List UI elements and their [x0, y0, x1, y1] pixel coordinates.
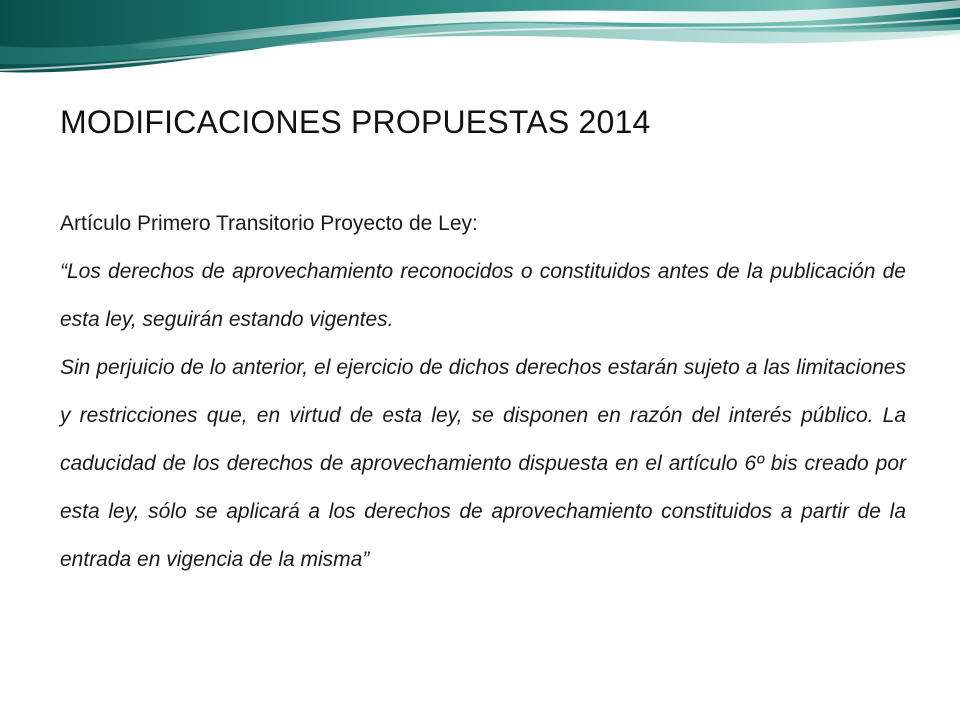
quote-paragraph-2: Sin perjuicio de lo anterior, el ejercicio de dichos derechos estarán sujeto a las limitaciones y restricciones que, en virtud de esta ley, se disponen en razón del interés público. La caducidad de los derechos de aprovechamiento dispuesta en el artículo 6º bis creado por esta ley, sólo se aplicará a los derechos de aprovechamiento constituidos a partir de la entrada en vigencia de la misma” [60, 356, 906, 571]
slide-body [60, 200, 906, 584]
article-heading: Artículo Primero Transitorio Proyecto de Ley: [60, 212, 478, 235]
quote-paragraph-1: “Los derechos de aprovechamiento reconocidos o constituidos antes de la publicación de esta ley, seguirán estando vigentes. [60, 260, 906, 331]
slide-title: MODIFICACIONES PROPUESTAS 2014 [60, 104, 651, 140]
wave-graphic [0, 0, 960, 80]
header-wave-banner [0, 0, 960, 80]
